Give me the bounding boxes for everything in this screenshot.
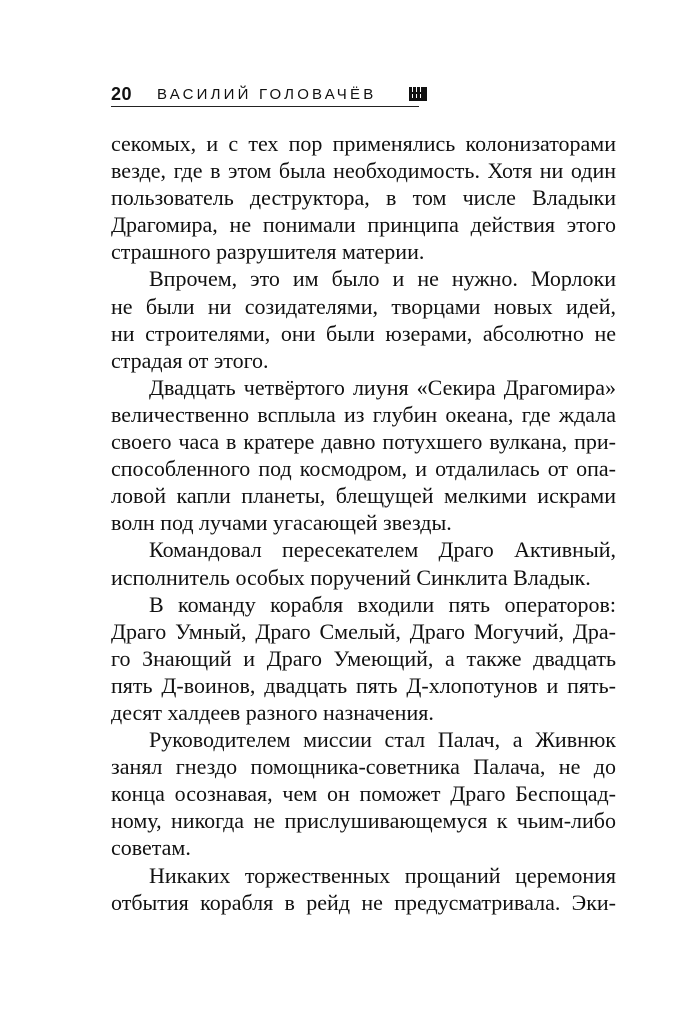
publisher-logo-icon xyxy=(409,87,427,101)
text-line: Драгомира, не понимали принципа действия этого xyxy=(111,212,616,238)
paragraph xyxy=(111,862,616,916)
paragraph xyxy=(111,726,616,861)
text-line: волн под лучами угасающей звезды. xyxy=(111,510,452,536)
text-line: исполнитель особых поручений Синклита Владык. xyxy=(111,564,591,590)
body-text xyxy=(111,130,616,916)
paragraph xyxy=(111,591,616,726)
text-line: страдая от этого. xyxy=(111,347,269,373)
text-line: отбытия корабля в рейд не предусматривала. Эки- xyxy=(111,889,616,915)
text-line: десят халдеев разного назначения. xyxy=(111,699,434,725)
text-line: го Знающий и Драго Умеющий, а также двадцать xyxy=(111,645,616,671)
running-head-author: ВАСИЛИЙ ГОЛОВАЧЁВ xyxy=(157,86,377,103)
text-line: пять Д-воинов, двадцать пять Д-хлопотунов и пять- xyxy=(111,672,616,698)
text-line: Командовал пересекателем Драго Активный, xyxy=(149,537,616,563)
text-line: советам. xyxy=(111,835,191,861)
text-line: везде, где в этом была необходимость. Хотя ни один xyxy=(111,158,616,184)
text-line: ному, никогда не прислушивающемуся к чьим-либо xyxy=(111,808,616,834)
text-line: величественно всплыла из глубин океана, где ждала xyxy=(111,401,616,427)
text-line: Драго Умный, Драго Смелый, Драго Могучий, Дра- xyxy=(111,618,616,644)
paragraph xyxy=(111,536,616,590)
paragraph xyxy=(111,374,616,537)
text-line: Никаких торжественных прощаний церемония xyxy=(149,862,616,888)
text-line: не были ни созидателями, творцами новых идей, xyxy=(111,293,616,319)
text-line: В команду корабля входили пять операторов: xyxy=(149,591,616,617)
text-line: секомых, и с тех пор применялись колонизаторами xyxy=(111,131,616,156)
paragraph xyxy=(111,265,616,373)
header-rule xyxy=(111,106,419,107)
text-line: Двадцать четвёртого лиуня «Секира Драгомира» xyxy=(149,374,616,400)
paragraph xyxy=(111,130,616,265)
text-line: занял гнездо помощника-советника Палача, не до xyxy=(111,754,616,780)
text-line: своего часа в кратере давно потухшего вулкана, при- xyxy=(111,429,616,455)
text-line: ловой капли планеты, блещущей мелкими искрами xyxy=(111,483,616,509)
text-line: Впрочем, это им было и не нужно. Морлоки xyxy=(149,266,616,292)
text-line: страшного разрушителя материи. xyxy=(111,239,425,265)
text-line: пользователь деструктора, в том числе Владыки xyxy=(111,185,616,211)
text-line: Руководителем миссии стал Палач, а Живнюк xyxy=(149,727,616,753)
text-line: ни строителями, они были юзерами, абсолютно не xyxy=(111,320,616,346)
page-header xyxy=(111,82,431,112)
text-line: способленного под космодром, и отдалилась от опа- xyxy=(111,456,616,482)
page-number: 20 xyxy=(111,84,133,104)
text-line: конца осознавая, чем он поможет Драго Беспощад- xyxy=(111,781,616,807)
